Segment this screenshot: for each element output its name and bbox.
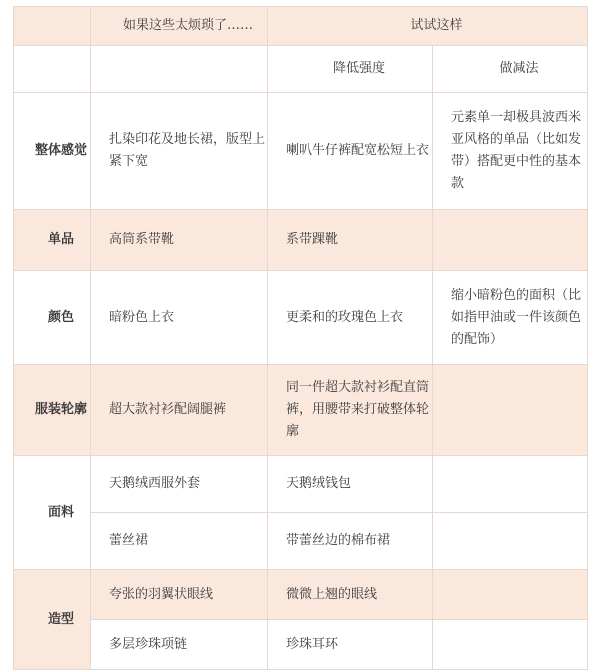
row-label-color: 颜色	[14, 271, 91, 365]
table-row-overall	[14, 93, 588, 210]
cell-silhouette-reduce: 同一件超大款衬衫配直筒裤，用腰带来打破整体轮廓	[268, 365, 433, 456]
cell-fabric-1-reduce: 天鹅绒钱包	[268, 456, 433, 513]
cell-fabric-2-original: 蕾丝裙	[91, 513, 268, 570]
cell-styling-1-original: 夸张的羽翼状眼线	[91, 570, 268, 620]
cell-overall-original: 扎染印花及地长裙，版型上紧下宽	[91, 93, 268, 210]
cell-styling-2-subtract	[433, 620, 588, 670]
subheader-subtract: 做减法	[433, 46, 588, 93]
row-label-styling: 造型	[14, 570, 91, 670]
row-label-overall: 整体感觉	[14, 93, 91, 210]
table-row-styling-2	[14, 620, 588, 670]
cell-styling-1-reduce: 微微上翘的眼线	[268, 570, 433, 620]
cell-item-reduce: 系带踝靴	[268, 210, 433, 271]
cell-overall-reduce: 喇叭牛仔裤配宽松短上衣	[268, 93, 433, 210]
table-row-fabric-1	[14, 456, 588, 513]
table-header-row	[14, 7, 588, 46]
cell-color-reduce: 更柔和的玫瑰色上衣	[268, 271, 433, 365]
table-subheader-row	[14, 46, 588, 93]
cell-color-original: 暗粉色上衣	[91, 271, 268, 365]
cell-fabric-2-reduce: 带蕾丝边的棉布裙	[268, 513, 433, 570]
style-comparison-table	[13, 6, 588, 670]
cell-fabric-1-original: 天鹅绒西服外套	[91, 456, 268, 513]
header-empty-cell	[14, 7, 91, 46]
table-row-silhouette	[14, 365, 588, 456]
cell-silhouette-original: 超大款衬衫配阔腿裤	[91, 365, 268, 456]
cell-styling-2-reduce: 珍珠耳环	[268, 620, 433, 670]
cell-item-subtract	[433, 210, 588, 271]
table-row-styling-1	[14, 570, 588, 620]
subheader-reduce-intensity: 降低强度	[268, 46, 433, 93]
cell-overall-subtract: 元素单一却极具波西米亚风格的单品（比如发带）搭配更中性的基本款	[433, 93, 588, 210]
table-row-item	[14, 210, 588, 271]
row-label-silhouette: 服装轮廓	[14, 365, 91, 456]
row-label-item: 单品	[14, 210, 91, 271]
table-row-fabric-2	[14, 513, 588, 570]
header-original-title: 如果这些太烦琐了……	[91, 7, 268, 46]
cell-styling-2-original: 多层珍珠项链	[91, 620, 268, 670]
cell-fabric-2-subtract	[433, 513, 588, 570]
table-row-color	[14, 271, 588, 365]
subheader-empty-cell	[14, 46, 91, 93]
cell-silhouette-subtract	[433, 365, 588, 456]
header-alternative-title: 试试这样	[268, 7, 588, 46]
cell-item-original: 高筒系带靴	[91, 210, 268, 271]
row-label-fabric: 面料	[14, 456, 91, 570]
subheader-empty-cell	[91, 46, 268, 93]
cell-color-subtract: 缩小暗粉色的面积（比如指甲油或一件该颜色的配饰）	[433, 271, 588, 365]
cell-fabric-1-subtract	[433, 456, 588, 513]
cell-styling-1-subtract	[433, 570, 588, 620]
